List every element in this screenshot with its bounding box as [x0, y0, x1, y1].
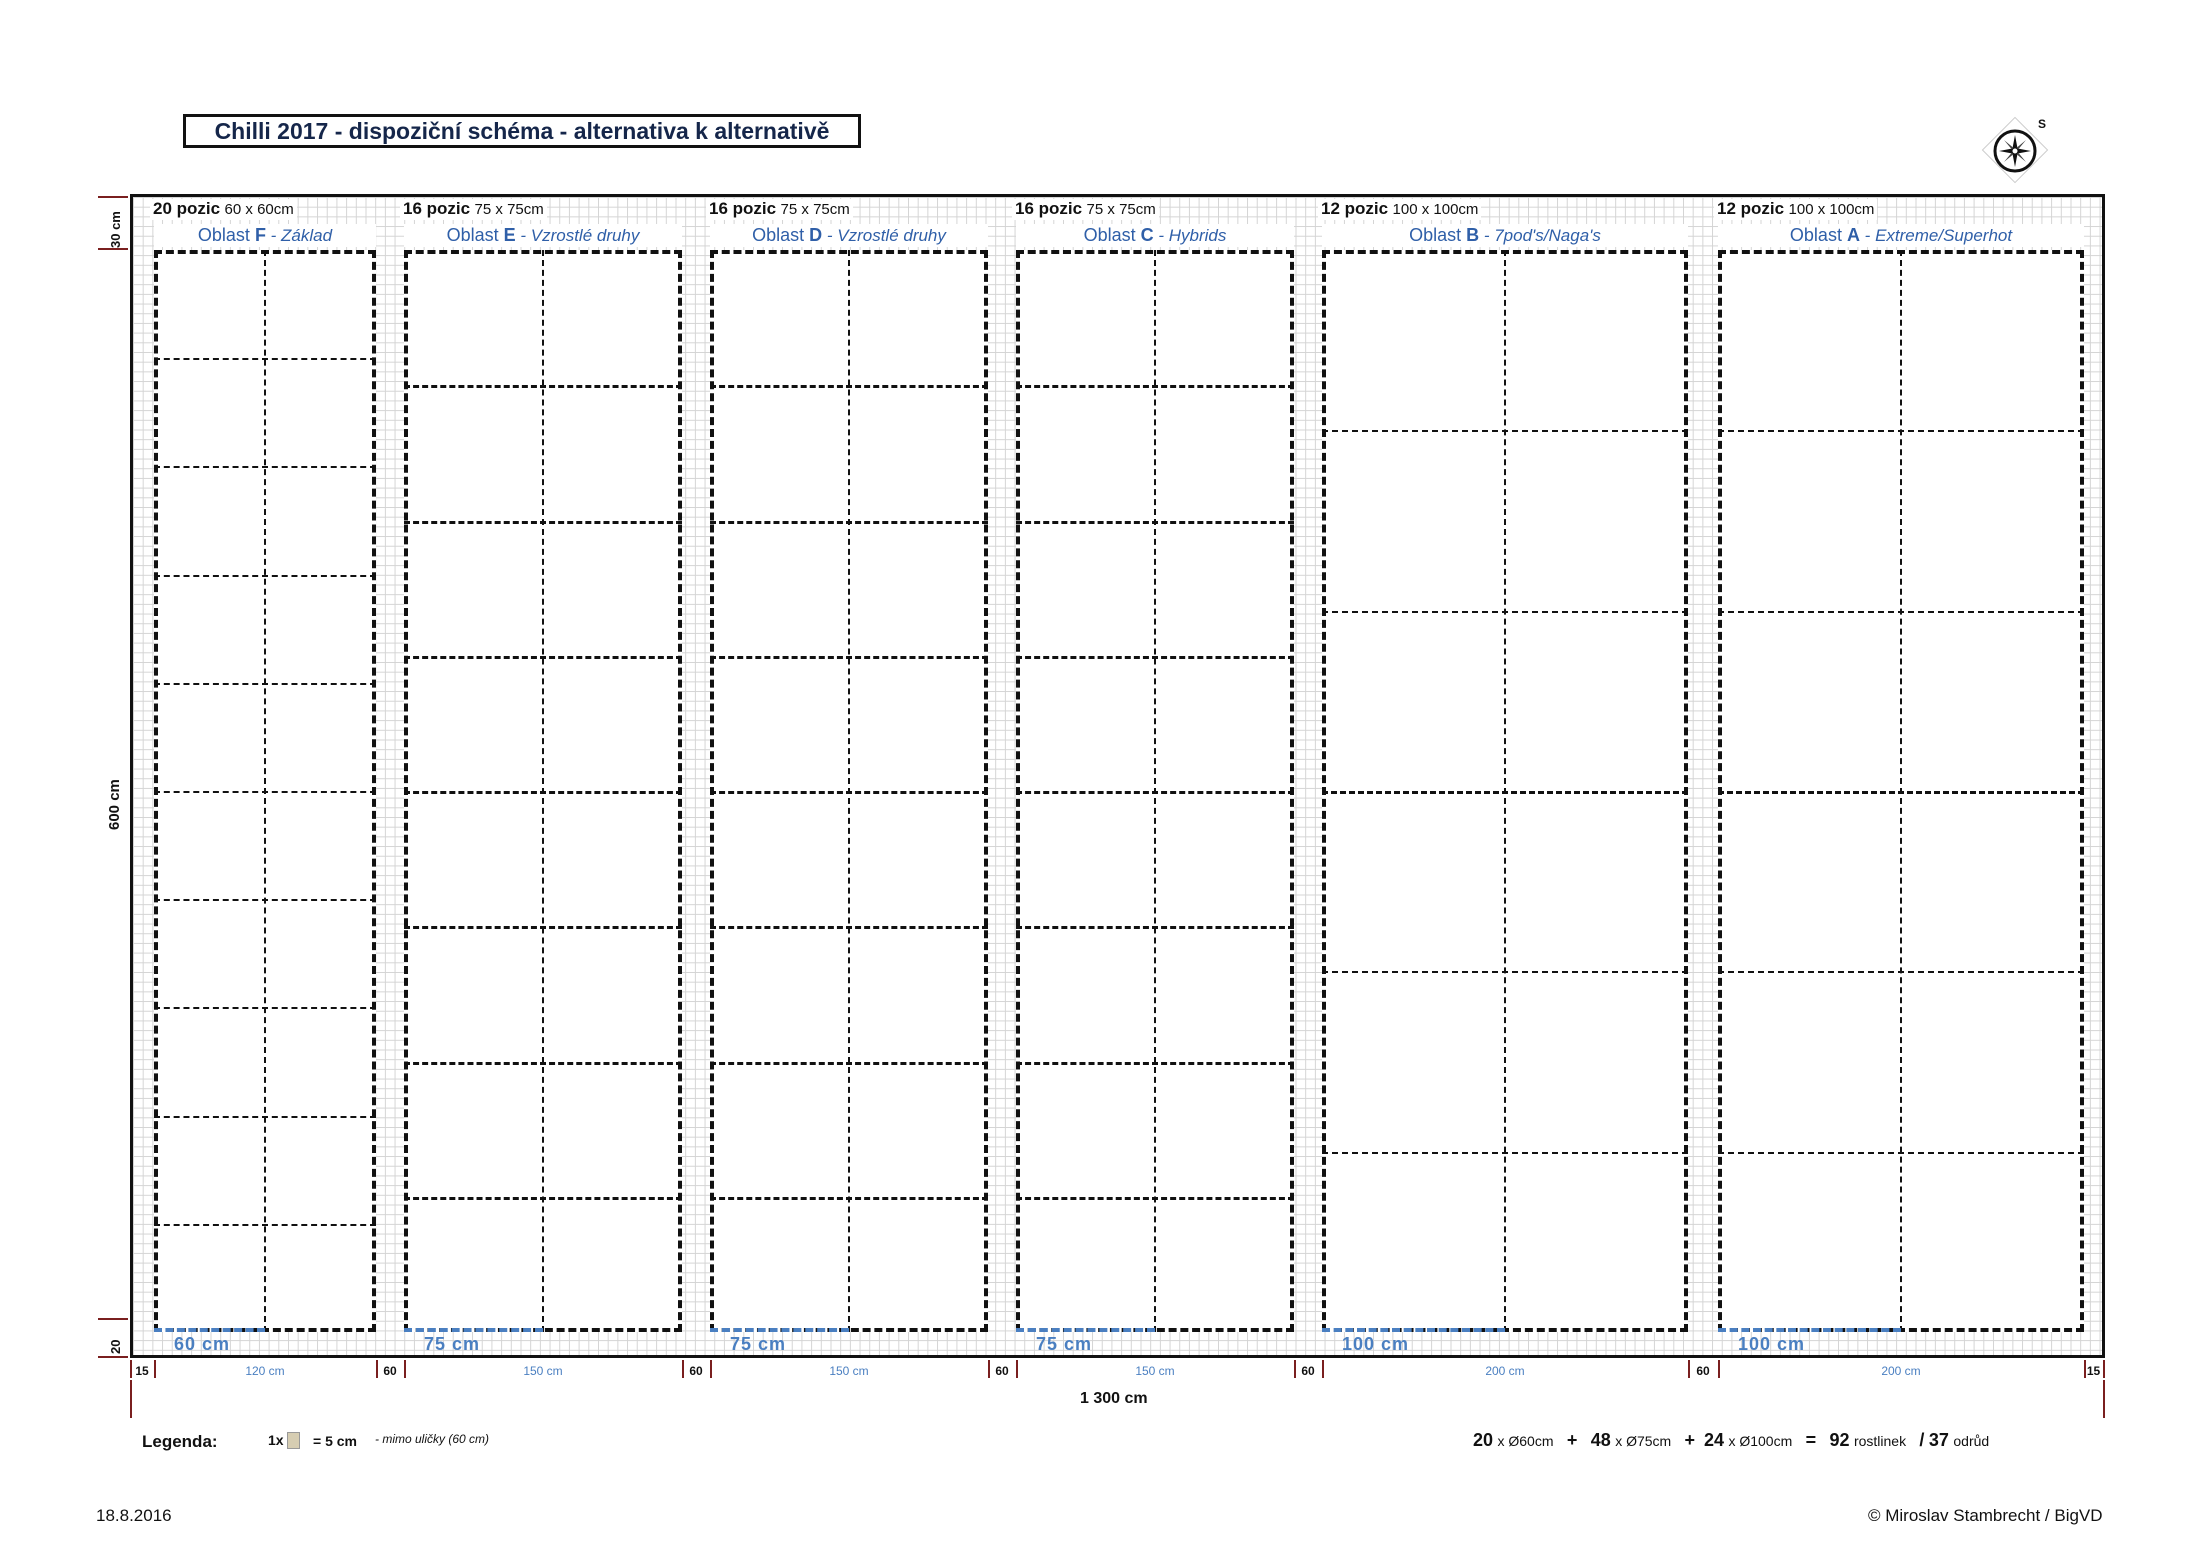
zone-width-dim: 150 cm [523, 1364, 563, 1378]
bed-width-label: 75 cm [424, 1334, 481, 1354]
bottom-margin-label: 20 [108, 1339, 123, 1354]
copyright-label: © Miroslav Stambrecht / BigVD [1868, 1506, 2103, 1525]
bed-row-divider [154, 683, 376, 685]
plant-summary [1473, 1430, 1989, 1451]
zone-area-label [154, 224, 376, 247]
bed-row-divider [404, 1062, 682, 1065]
bed-row-divider [1718, 430, 2084, 432]
bed-row-divider [1016, 1197, 1294, 1200]
bed-row-divider [1322, 1152, 1688, 1154]
bed-row-divider [710, 385, 988, 388]
summary-n75: 48 [1590, 1430, 1611, 1450]
zone-description: Extreme/Superhot [1875, 226, 2013, 245]
aisle-dim: 60 [995, 1364, 1009, 1378]
legend-scale: = 5 cm [313, 1433, 357, 1449]
total-width-label: 1 300 cm [1080, 1390, 1148, 1407]
zone-letter: F [254, 225, 266, 245]
summary-total: 92 [1829, 1430, 1850, 1450]
bed-width-line [710, 1328, 849, 1332]
zone-area-prefix: Oblast [446, 225, 504, 245]
bed-row-divider [710, 521, 988, 524]
zone-width-dim: 150 cm [829, 1364, 869, 1378]
zone-description: Hybrids [1168, 226, 1227, 245]
bed-width-line [1322, 1328, 1505, 1332]
zone-letter: E [503, 225, 516, 245]
top-margin-label: 30 cm [108, 211, 123, 248]
zone-sep: - [1859, 226, 1876, 245]
summary-slash: / [1919, 1430, 1925, 1450]
dim-tick [2103, 1360, 2105, 1378]
height-label: 600 cm [106, 779, 123, 830]
summary-plus-1: + [1566, 1430, 1578, 1450]
zone-count: 12 pozic [1321, 199, 1389, 218]
zone-area-prefix: Oblast [1083, 225, 1141, 245]
dim-tick [98, 196, 128, 198]
zone-header [1714, 199, 1877, 220]
bed-width-line [154, 1328, 265, 1332]
bed-row-divider [404, 521, 682, 524]
zone-description: Vzrostlé druhy [837, 226, 946, 245]
bed-row-divider [710, 1197, 988, 1200]
bed-row-divider [1016, 385, 1294, 388]
summary-varieties: 37 [1928, 1430, 1949, 1450]
bed-row-divider [1322, 430, 1688, 432]
bed-row-divider [154, 1116, 376, 1118]
bed-row-divider [404, 656, 682, 659]
legend-note: - mimo uličky (60 cm) [375, 1432, 490, 1446]
summary-s100: x Ø100cm [1728, 1433, 1793, 1449]
bed-row-divider [710, 656, 988, 659]
bed-row-divider [154, 466, 376, 468]
zone-header [1318, 199, 1481, 220]
dim-tick [98, 1356, 128, 1358]
zone-letter: B [1466, 225, 1480, 245]
zone-size: 100 x 100cm [1788, 201, 1875, 218]
bed-width-label: 100 cm [1342, 1334, 1410, 1354]
zone-width-dim: 150 cm [1135, 1364, 1175, 1378]
zone-header [400, 199, 547, 220]
zone-width-dim: 200 cm [1881, 1364, 1921, 1378]
zone-description: 7pod's/Naga's [1494, 226, 1601, 245]
bed-row-divider [710, 926, 988, 929]
bed-row-divider [154, 1007, 376, 1009]
summary-n60: 20 [1473, 1430, 1494, 1450]
zone-size: 100 x 100cm [1392, 201, 1479, 218]
page-title: Chilli 2017 - dispoziční schéma - alternativa k alternativě [183, 114, 861, 148]
zone-sep: - [1153, 226, 1169, 245]
dim-tick [2103, 1380, 2105, 1418]
summary-n100: 24 [1703, 1430, 1724, 1450]
zone-size: 75 x 75cm [780, 201, 850, 218]
aisle-dim: 60 [1696, 1364, 1710, 1378]
bed-row-divider [154, 1224, 376, 1226]
zone-description: Základ [281, 226, 333, 245]
bed-width-label: 60 cm [174, 1334, 231, 1354]
bed-row-divider [154, 899, 376, 901]
zone-width-dim: 120 cm [245, 1364, 285, 1378]
compass-icon [1980, 115, 2050, 185]
aisle-dim: 60 [1301, 1364, 1315, 1378]
zone-area-label [1718, 224, 2084, 247]
zone-count: 16 pozic [1015, 199, 1083, 218]
zone-header [1012, 199, 1159, 220]
aisle-dim: 60 [383, 1364, 397, 1378]
bed-row-divider [154, 358, 376, 360]
bed-row-divider [1322, 791, 1688, 794]
zone-size: 60 x 60cm [224, 201, 294, 218]
bed-row-divider [154, 575, 376, 577]
zone-letter: C [1140, 225, 1154, 245]
bed-row-divider [710, 1062, 988, 1065]
bed-row-divider [1016, 521, 1294, 524]
legend-swatch [287, 1432, 300, 1449]
summary-s75: x Ø75cm [1615, 1433, 1672, 1449]
legend-label: Legenda: [142, 1432, 218, 1451]
zone-area-prefix: Oblast [1409, 225, 1467, 245]
zone-area-prefix: Oblast [197, 225, 255, 245]
summary-equals: = [1805, 1430, 1817, 1450]
zone-area-prefix: Oblast [1789, 225, 1847, 245]
bed-row-divider [710, 791, 988, 794]
zone-area-label [1016, 224, 1294, 247]
bed-row-divider [154, 791, 376, 793]
zone-sep: - [265, 226, 282, 245]
bed-row-divider [1322, 611, 1688, 613]
zone-count: 12 pozic [1717, 199, 1785, 218]
bed-row-divider [1718, 611, 2084, 613]
zone-width-dim: 200 cm [1485, 1364, 1525, 1378]
zone-letter: A [1846, 225, 1860, 245]
date-label: 18.8.2016 [96, 1506, 172, 1525]
zone-count: 20 pozic [153, 199, 221, 218]
summary-total-unit: rostlinek [1853, 1433, 1907, 1449]
legend-count: 1x [268, 1432, 284, 1448]
zone-area-label [404, 224, 682, 247]
bed-row-divider [404, 791, 682, 794]
bed-row-divider [1016, 926, 1294, 929]
compass-label: S [2038, 117, 2047, 131]
zone-size: 75 x 75cm [474, 201, 544, 218]
bed-row-divider [1016, 1062, 1294, 1065]
bed-width-label: 75 cm [1036, 1334, 1093, 1354]
dim-tick [130, 1380, 132, 1418]
bed-row-divider [1322, 971, 1688, 973]
zone-area-label [1322, 224, 1688, 247]
dim-tick [98, 248, 128, 250]
bed-row-divider [404, 1197, 682, 1200]
summary-s60: x Ø60cm [1497, 1433, 1554, 1449]
dim-tick [98, 1318, 128, 1320]
bed-row-divider [404, 926, 682, 929]
bed-row-divider [1016, 791, 1294, 794]
zone-size: 75 x 75cm [1086, 201, 1156, 218]
bed-width-line [404, 1328, 543, 1332]
zone-count: 16 pozic [709, 199, 777, 218]
bed-row-divider [1016, 656, 1294, 659]
zone-sep: - [1479, 226, 1495, 245]
zone-description: Vzrostlé druhy [530, 226, 640, 245]
summary-varieties-unit: odrůd [1953, 1433, 1990, 1449]
aisle-dim: 60 [689, 1364, 703, 1378]
aisle-dim: 15 [135, 1364, 149, 1378]
bed-row-divider [1718, 971, 2084, 973]
bed-width-line [1718, 1328, 1901, 1332]
summary-plus-2: + [1684, 1430, 1696, 1450]
bed-row-divider [1718, 1152, 2084, 1154]
zone-area-prefix: Oblast [752, 225, 810, 245]
zone-count: 16 pozic [403, 199, 471, 218]
bed-row-divider [1718, 791, 2084, 794]
bed-width-label: 100 cm [1738, 1334, 1806, 1354]
legend-swatch-group [268, 1427, 300, 1453]
zone-sep: - [822, 226, 838, 245]
zone-area-label [710, 224, 988, 247]
zone-header [706, 199, 853, 220]
zone-letter: D [809, 225, 823, 245]
zone-header [150, 199, 297, 220]
bed-row-divider [404, 385, 682, 388]
bed-width-label: 75 cm [730, 1334, 787, 1354]
bed-width-line [1016, 1328, 1155, 1332]
zone-sep: - [515, 226, 531, 245]
aisle-dim: 15 [2086, 1364, 2101, 1378]
